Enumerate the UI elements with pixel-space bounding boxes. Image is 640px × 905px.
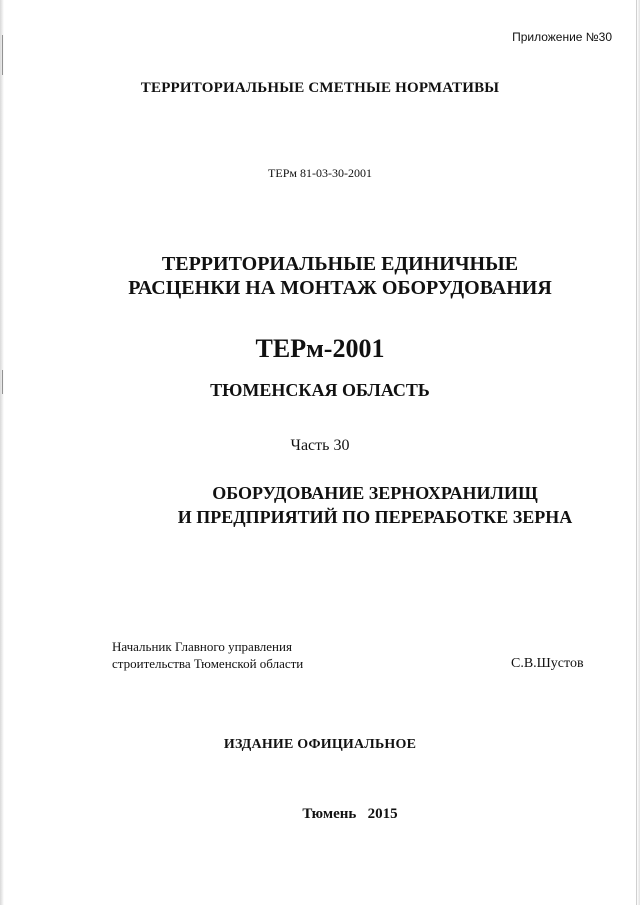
main-title	[20, 252, 640, 300]
document-code: ТЕРм 81-03-30-2001	[268, 166, 372, 180]
signatory-name: С.В.Шустов	[511, 656, 584, 671]
norm-name: ТЕРм-2001	[255, 334, 385, 363]
signatory-position-line2: строительства Тюменской области	[112, 656, 304, 671]
city-year: Тюмень 2015	[302, 806, 398, 822]
signatory-position	[112, 638, 303, 672]
subject-line1: ОБОРУДОВАНИЕ ЗЕРНОХРАНИЛИЩ	[212, 483, 538, 503]
part-label: Часть 30	[290, 437, 350, 454]
main-title-line2: РАСЦЕНКИ НА МОНТАЖ ОБОРУДОВАНИЯ	[128, 277, 552, 299]
subject-line2: И ПРЕДПРИЯТИЙ ПО ПЕРЕРАБОТКЕ ЗЕРНА	[177, 507, 573, 527]
subject-title	[55, 481, 640, 529]
main-title-line1: ТЕРРИТОРИАЛЬНЫЕ ЕДИНИЧНЫЕ	[161, 253, 519, 275]
region-title: ТЮМЕНСКАЯ ОБЛАСТЬ	[210, 380, 430, 400]
scan-mark-left	[2, 35, 3, 75]
signatory-position-line1: Начальник Главного управления	[112, 639, 292, 654]
appendix-label: Приложение №30	[512, 30, 612, 44]
header-title: ТЕРРИТОРИАЛЬНЫЕ СМЕТНЫЕ НОРМАТИВЫ	[140, 80, 500, 96]
edition-label: ИЗДАНИЕ ОФИЦИАЛЬНОЕ	[223, 737, 417, 752]
